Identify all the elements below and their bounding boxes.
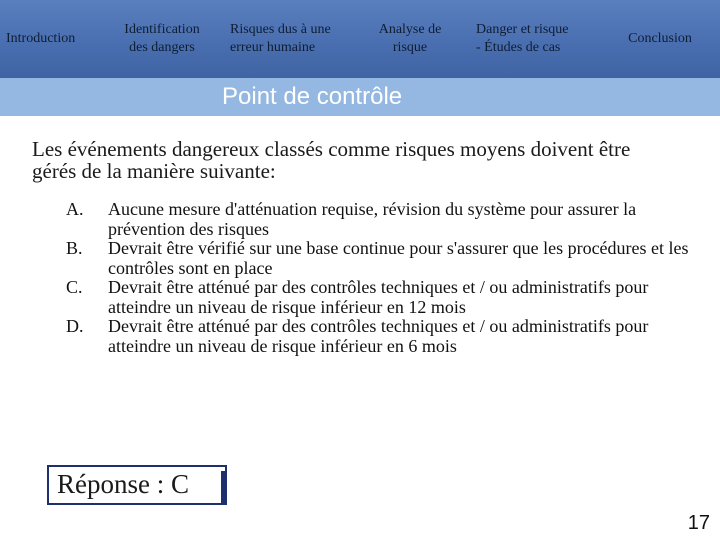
option-d xyxy=(66,317,696,356)
option-a xyxy=(66,200,696,239)
option-text: Devrait être atténué par des contrôles techniques et / ou administratifs pour atteindre un niveau de risque inférieur en 12 mois xyxy=(108,277,649,317)
nav-item-label: risque xyxy=(392,40,428,55)
nav-item-label: Danger et risque xyxy=(476,22,569,37)
nav-item-analyse-de-risque[interactable] xyxy=(364,0,456,78)
nav-item-label: Identification xyxy=(124,22,200,37)
nav-item-risques-erreur-humaine[interactable] xyxy=(230,0,364,78)
option-text: Devrait être atténué par des contrôles techniques et / ou administratifs pour atteindre un niveau de risque inférieur en 6 mois xyxy=(108,316,649,356)
option-text: Aucune mesure d'atténuation requise, révision du système pour assurer la prévention des risques xyxy=(108,199,637,239)
nav-item-identification-des-dangers[interactable] xyxy=(108,0,216,78)
option-letter: D. xyxy=(66,316,84,336)
option-c xyxy=(66,278,696,317)
nav-item-label: Introduction xyxy=(6,31,76,46)
nav-item-label: Risques dus à une xyxy=(230,22,331,37)
nav-item-label: Analyse de xyxy=(378,22,442,37)
page-number: 17 xyxy=(687,512,710,534)
question-text: Les événements dangereux classés comme risques moyens doivent être gérés de la manière suivante: xyxy=(32,137,631,183)
nav-item-introduction[interactable] xyxy=(6,0,106,78)
option-text: Devrait être vérifié sur une base continue pour s'assurer que les procédures et les contrôles sont en place xyxy=(108,238,689,278)
answer-box: Réponse : C xyxy=(47,465,227,505)
nav-item-danger-et-risque[interactable] xyxy=(476,0,606,78)
option-letter: A. xyxy=(66,199,84,219)
answer-options xyxy=(66,200,696,356)
top-navigation xyxy=(0,0,720,78)
section-title: Point de contrôle xyxy=(222,83,403,110)
option-letter: C. xyxy=(66,277,83,297)
nav-item-label: Conclusion xyxy=(628,31,692,46)
nav-item-label: - Études de cas xyxy=(476,40,561,55)
option-b xyxy=(66,239,696,278)
nav-item-label: des dangers xyxy=(129,40,195,55)
nav-item-conclusion[interactable] xyxy=(612,0,708,78)
nav-item-label: erreur humaine xyxy=(230,40,316,55)
option-letter: B. xyxy=(66,238,83,258)
